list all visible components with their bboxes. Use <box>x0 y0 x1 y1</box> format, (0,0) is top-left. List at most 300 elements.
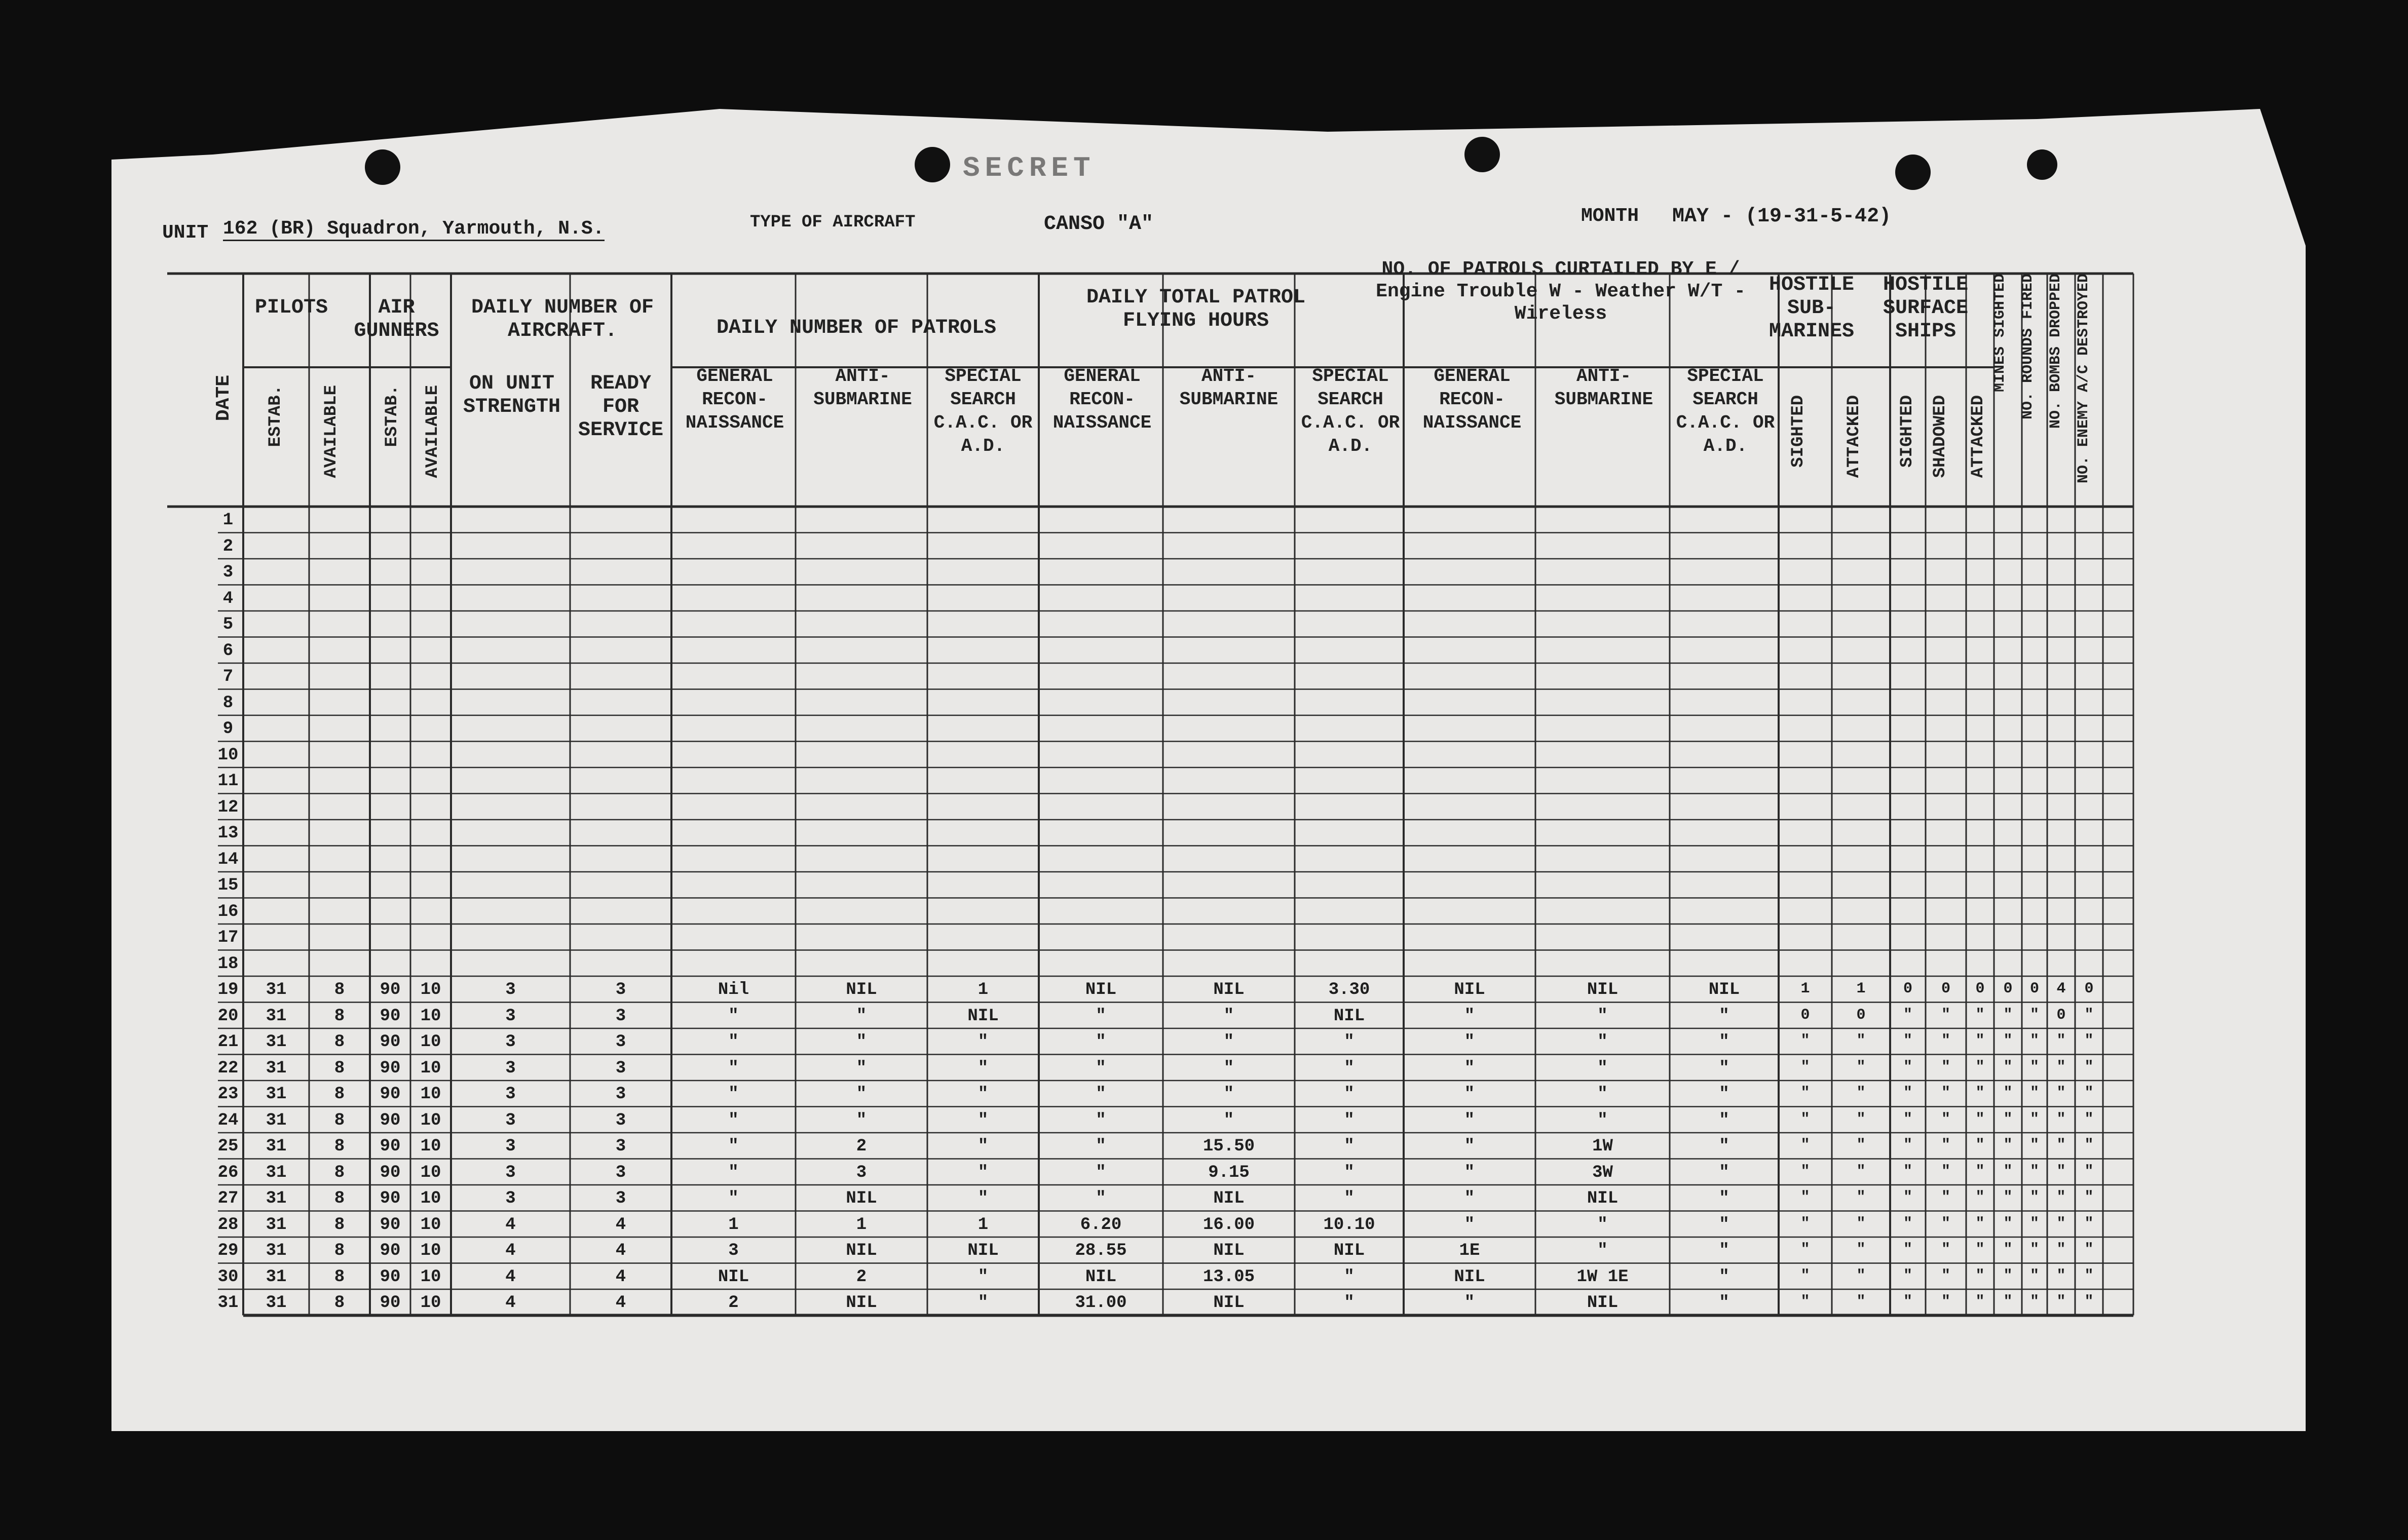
date-cell: 6 <box>222 641 234 661</box>
ships-shadowed-header: SHADOWED <box>1931 395 1950 478</box>
table-cell: " <box>977 1163 989 1182</box>
table-cell: 90 <box>380 1085 401 1104</box>
table-cell: " <box>977 1032 989 1052</box>
table-cell: " <box>1975 1215 1985 1233</box>
table-cell: NIL <box>1587 1189 1619 1208</box>
table-cell: " <box>2056 1215 2066 1233</box>
ships-attacked-header: ATTACKED <box>1969 395 1988 478</box>
table-cell: " <box>2084 1137 2094 1154</box>
table-cell: 90 <box>380 1293 401 1313</box>
table-cell: " <box>1464 1006 1475 1026</box>
table-cell: " <box>2084 1006 2094 1024</box>
table-cell: 31 <box>266 1189 287 1208</box>
hostile-submarines-group-header: HOSTILE SUB-MARINES <box>1769 274 1855 343</box>
date-cell: 30 <box>217 1267 239 1287</box>
table-cell: 0 <box>2084 980 2094 997</box>
table-cell: 3 <box>505 1189 516 1208</box>
table-cell: 31 <box>266 1293 287 1313</box>
table-cell: " <box>2084 1215 2094 1233</box>
table-cell: 3 <box>615 1110 626 1130</box>
table-cell: NIL <box>1587 1293 1619 1313</box>
table-cell: " <box>977 1267 989 1287</box>
table-cell: " <box>1975 1058 1985 1076</box>
table-cell: " <box>2003 1137 2013 1154</box>
table-cell: " <box>856 1085 867 1104</box>
table-cell: 6.20 <box>1080 1215 1122 1235</box>
table-cell: 3 <box>615 1189 626 1208</box>
date-cell: 31 <box>217 1293 239 1313</box>
table-cell: 3 <box>615 1085 626 1104</box>
table-cell: 8 <box>334 1267 345 1287</box>
table-cell: " <box>1975 1163 1985 1180</box>
table-cell: " <box>2029 1058 2040 1076</box>
bombs-dropped-header: NO. BOMBS DROPPED <box>2047 274 2064 429</box>
table-cell: " <box>2003 1032 2013 1050</box>
table-cell: 31 <box>266 1058 287 1078</box>
table-cell: " <box>977 1293 989 1313</box>
table-cell: " <box>1975 1137 1985 1154</box>
table-cell: " <box>1975 1032 1985 1050</box>
table-cell: " <box>1800 1293 1810 1311</box>
subs-sighted-header: SIGHTED <box>1789 395 1808 468</box>
table-cell: " <box>2003 1293 2013 1311</box>
table-cell: NIL <box>846 980 877 999</box>
table-cell: 10 <box>420 1085 441 1104</box>
date-cell: 10 <box>217 745 239 765</box>
table-cell: " <box>1223 1032 1234 1052</box>
table-cell: 10 <box>420 1293 441 1313</box>
table-cell: NIL <box>1587 980 1619 999</box>
table-cell: " <box>856 1032 867 1052</box>
table-cell: 31 <box>266 1137 287 1156</box>
table-cell: 9.15 <box>1208 1163 1250 1182</box>
pilots-estab-header: ESTAB. <box>266 385 285 447</box>
table-cell: 3W <box>1592 1163 1613 1182</box>
table-cell: 0 <box>1941 980 1951 997</box>
table-cell: 31 <box>266 1085 287 1104</box>
table-cell: NIL <box>718 1267 749 1287</box>
table-cell: " <box>2056 1110 2066 1128</box>
table-cell: 31 <box>266 1032 287 1052</box>
table-cell: " <box>1800 1215 1810 1233</box>
table-cell: 1W 1E <box>1576 1267 1629 1287</box>
table-cell: " <box>728 1110 739 1130</box>
date-cell: 3 <box>222 563 234 582</box>
table-cell: " <box>1941 1085 1951 1102</box>
table-cell: 3 <box>856 1163 867 1182</box>
date-cell: 13 <box>217 824 239 843</box>
table-cell: " <box>1800 1137 1810 1154</box>
table-cell: " <box>977 1058 989 1078</box>
table-cell: " <box>1903 1293 1913 1311</box>
table-cell: " <box>728 1032 739 1052</box>
table-cell: 3.30 <box>1328 980 1370 999</box>
table-cell: " <box>1344 1293 1354 1313</box>
table-cell: 8 <box>334 1137 345 1156</box>
table-cell: " <box>1800 1267 1810 1285</box>
date-cell: 17 <box>217 928 239 947</box>
table-cell: " <box>1719 1110 1729 1130</box>
date-cell: 26 <box>217 1163 239 1182</box>
table-cell: 1W <box>1592 1137 1613 1156</box>
curtailed-general-recon-header: GENERAL RECON-NAISSANCE <box>1422 366 1522 433</box>
table-cell: 4 <box>615 1241 626 1260</box>
table-cell: 1 <box>856 1215 867 1235</box>
aircraft-type-label: TYPE OF AIRCRAFT <box>750 213 916 232</box>
table-cell: 4 <box>505 1293 516 1313</box>
table-cell: " <box>1856 1085 1866 1102</box>
table-cell: " <box>1856 1241 1866 1258</box>
table-cell: 10 <box>420 1267 441 1287</box>
table-cell: 10 <box>420 1110 441 1130</box>
table-cell: " <box>2003 1163 2013 1180</box>
table-cell: 3 <box>505 1006 516 1026</box>
table-cell: 4 <box>505 1215 516 1235</box>
table-cell: " <box>1941 1163 1951 1180</box>
table-cell: " <box>1903 1032 1913 1050</box>
table-cell: 1E <box>1459 1241 1480 1260</box>
table-cell: " <box>2003 1189 2013 1206</box>
table-cell: " <box>1800 1085 1810 1102</box>
table-cell: 1 <box>977 1215 989 1235</box>
table-cell: " <box>1856 1215 1866 1233</box>
table-cell: 4 <box>505 1267 516 1287</box>
date-cell: 14 <box>217 850 239 869</box>
mines-sighted-header: MINES SIGHTED <box>1991 274 2009 393</box>
table-cell: " <box>2056 1293 2066 1311</box>
table-cell: 1 <box>1856 980 1866 997</box>
gunners-estab-header: ESTAB. <box>383 385 402 447</box>
table-cell: " <box>1464 1058 1475 1078</box>
table-cell: " <box>1975 1189 1985 1206</box>
table-cell: 4 <box>505 1241 516 1260</box>
table-cell: " <box>1464 1085 1475 1104</box>
pilots-available-header: AVAILABLE <box>322 385 341 478</box>
table-cell: 90 <box>380 1163 401 1182</box>
table-cell: 8 <box>334 1032 345 1052</box>
table-cell: 28.55 <box>1075 1241 1127 1260</box>
table-cell: 0 <box>1975 980 1985 997</box>
table-cell: " <box>1464 1137 1475 1156</box>
date-cell: 22 <box>217 1058 239 1078</box>
table-cell: 31 <box>266 1267 287 1287</box>
hours-general-recon-header: GENERAL RECON-NAISSANCE <box>1052 366 1152 433</box>
patrols-anti-submarine-header: ANTI-SUBMARINE <box>813 366 912 410</box>
table-cell: NIL <box>967 1241 999 1260</box>
table-cell: " <box>1856 1032 1866 1050</box>
table-cell: 31.00 <box>1075 1293 1127 1313</box>
table-cell: " <box>1597 1032 1608 1052</box>
table-cell: " <box>1856 1137 1866 1154</box>
table-cell: " <box>1903 1189 1913 1206</box>
table-cell: " <box>2084 1189 2094 1206</box>
patrols-special-search-header: SPECIAL SEARCH C.A.C. OR A.D. <box>933 366 1033 456</box>
table-cell: 3 <box>505 1163 516 1182</box>
date-cell: 25 <box>217 1137 239 1156</box>
table-cell: " <box>1856 1163 1866 1180</box>
table-cell: " <box>728 1189 739 1208</box>
table-cell: " <box>1223 1085 1234 1104</box>
table-cell: " <box>977 1085 989 1104</box>
table-cell: " <box>1719 1137 1729 1156</box>
table-cell: " <box>2003 1006 2013 1024</box>
table-cell: NIL <box>1213 1189 1245 1208</box>
table-cell: " <box>1941 1189 1951 1206</box>
table-cell: " <box>1344 1110 1354 1130</box>
ships-sighted-header: SIGHTED <box>1898 395 1917 468</box>
table-cell: 13.05 <box>1202 1267 1255 1287</box>
date-cell: 11 <box>217 772 239 791</box>
table-cell: " <box>856 1110 867 1130</box>
hours-anti-submarine-header: ANTI-SUBMARINE <box>1179 366 1278 410</box>
aircraft-type-value: CANSO "A" <box>1044 213 1154 236</box>
table-cell: NIL <box>1454 980 1485 999</box>
table-cell: 8 <box>334 1058 345 1078</box>
table-cell: 90 <box>380 1137 401 1156</box>
table-cell: NIL <box>1454 1267 1485 1287</box>
hostile-surface-ships-group-header: HOSTILE SURFACE SHIPS <box>1883 274 1969 343</box>
date-cell: 27 <box>217 1189 239 1208</box>
table-cell: " <box>1941 1058 1951 1076</box>
table-cell: 90 <box>380 1241 401 1260</box>
table-cell: " <box>2029 1267 2040 1285</box>
table-cell: " <box>2029 1110 2040 1128</box>
table-cell: 10 <box>420 1163 441 1182</box>
table-cell: 8 <box>334 1163 345 1182</box>
table-cell: 31 <box>266 980 287 999</box>
table-cell: 10 <box>420 1215 441 1235</box>
table-cell: " <box>2003 1058 2013 1076</box>
table-cell: " <box>1975 1293 1985 1311</box>
daily-patrols-group-header: DAILY NUMBER OF PATROLS <box>716 317 997 339</box>
table-cell: 3 <box>615 1032 626 1052</box>
table-cell: " <box>1096 1110 1106 1130</box>
table-cell: " <box>1719 1215 1729 1235</box>
table-cell: " <box>977 1189 989 1208</box>
table-cell: 16.00 <box>1202 1215 1255 1235</box>
table-cell: 31 <box>266 1241 287 1260</box>
date-cell: 16 <box>217 902 239 921</box>
date-cell: 28 <box>217 1215 239 1235</box>
table-cell: " <box>1096 1058 1106 1078</box>
table-cell: " <box>1856 1267 1866 1285</box>
date-cell: 15 <box>217 876 239 895</box>
table-cell: " <box>1096 1032 1106 1052</box>
table-cell: " <box>2003 1215 2013 1233</box>
table-cell: NIL <box>1213 1293 1245 1313</box>
table-cell: " <box>2084 1163 2094 1180</box>
table-cell: NIL <box>1085 1267 1117 1287</box>
table-cell: " <box>1941 1032 1951 1050</box>
table-cell: 90 <box>380 1006 401 1026</box>
table-cell: 3 <box>505 1137 516 1156</box>
table-cell: " <box>1800 1189 1810 1206</box>
table-cell: NIL <box>967 1006 999 1026</box>
table-cell: " <box>1223 1110 1234 1130</box>
table-cell: " <box>728 1058 739 1078</box>
table-cell: " <box>1800 1058 1810 1076</box>
table-cell: " <box>1096 1006 1106 1026</box>
table-cell: 3 <box>505 1085 516 1104</box>
table-cell: 31 <box>266 1006 287 1026</box>
curtailed-special-search-header: SPECIAL SEARCH C.A.C. OR A.D. <box>1676 366 1775 456</box>
table-cell: NIL <box>1213 1241 1245 1260</box>
table-cell: " <box>977 1110 989 1130</box>
table-cell: 0 <box>2029 980 2040 997</box>
table-cell: " <box>1941 1006 1951 1024</box>
table-cell: NIL <box>846 1241 877 1260</box>
table-cell: " <box>1903 1110 1913 1128</box>
table-cell: " <box>1344 1058 1354 1078</box>
table-cell: " <box>2084 1058 2094 1076</box>
date-cell: 23 <box>217 1085 239 1104</box>
date-cell: 8 <box>222 693 234 713</box>
table-cell: " <box>1223 1006 1234 1026</box>
curtailed-anti-submarine-header: ANTI-SUBMARINE <box>1554 366 1653 410</box>
table-cell: 90 <box>380 1032 401 1052</box>
table-cell: " <box>1941 1215 1951 1233</box>
table-cell: " <box>2029 1215 2040 1233</box>
table-cell: 10 <box>420 1032 441 1052</box>
hours-special-search-header: SPECIAL SEARCH C.A.C. OR A.D. <box>1301 366 1400 456</box>
table-cell: " <box>1597 1215 1608 1235</box>
month-label: MONTH <box>1581 205 1639 227</box>
table-cell: NIL <box>1708 980 1740 999</box>
table-cell: " <box>1856 1058 1866 1076</box>
table-cell: " <box>1856 1293 1866 1311</box>
table-cell: " <box>1344 1032 1354 1052</box>
table-cell: 8 <box>334 980 345 999</box>
table-cell: 8 <box>334 1189 345 1208</box>
subs-attacked-header: ATTACKED <box>1845 395 1864 478</box>
table-cell: " <box>728 1006 739 1026</box>
table-cell: " <box>1975 1241 1985 1258</box>
date-cell: 1 <box>222 511 234 530</box>
table-cell: " <box>1800 1163 1810 1180</box>
table-cell: " <box>1464 1293 1475 1313</box>
table-cell: " <box>1344 1189 1354 1208</box>
table-cell: 10 <box>420 1189 441 1208</box>
table-cell: " <box>977 1137 989 1156</box>
table-cell: " <box>1856 1110 1866 1128</box>
table-cell: " <box>1464 1163 1475 1182</box>
table-cell: " <box>1719 1006 1729 1026</box>
table-cell: " <box>1464 1032 1475 1052</box>
table-cell: " <box>1903 1137 1913 1154</box>
table-cell: " <box>1941 1241 1951 1258</box>
table-cell: " <box>728 1085 739 1104</box>
table-cell: " <box>1597 1110 1608 1130</box>
gunners-available-header: AVAILABLE <box>423 385 442 478</box>
date-cell: 2 <box>222 536 234 556</box>
date-cell: 12 <box>217 797 239 817</box>
enemy-destroyed-header: NO. ENEMY A/C DESTROYED <box>2075 274 2092 484</box>
table-cell: 2 <box>856 1267 867 1287</box>
table-cell: 0 <box>1800 1006 1810 1024</box>
date-column-header: DATE <box>213 375 235 421</box>
table-cell: " <box>1096 1163 1106 1182</box>
table-cell: NIL <box>1333 1006 1365 1026</box>
table-cell: NIL <box>846 1189 877 1208</box>
table-cell: " <box>1597 1085 1608 1104</box>
table-cell: 8 <box>334 1006 345 1026</box>
table-cell: " <box>2084 1110 2094 1128</box>
table-cell: " <box>1903 1163 1913 1180</box>
table-cell: " <box>1800 1032 1810 1050</box>
table-cell: 8 <box>334 1110 345 1130</box>
table-cell: " <box>1096 1137 1106 1156</box>
table-cell: " <box>1903 1215 1913 1233</box>
table-cell: 1 <box>1800 980 1810 997</box>
table-cell: 31 <box>266 1215 287 1235</box>
pilots-group-header: PILOTS <box>254 296 328 319</box>
date-cell: 18 <box>217 954 239 974</box>
table-cell: " <box>1800 1241 1810 1258</box>
table-cell: 10 <box>420 1241 441 1260</box>
table-cell: " <box>728 1137 739 1156</box>
table-cell: " <box>1975 1110 1985 1128</box>
table-cell: " <box>1223 1058 1234 1078</box>
table-cell: " <box>2029 1032 2040 1050</box>
table-cell: 3 <box>728 1241 739 1260</box>
table-cell: " <box>2029 1163 2040 1180</box>
table-cell: 90 <box>380 1215 401 1235</box>
table-cell: 90 <box>380 1058 401 1078</box>
table-cell: " <box>1344 1137 1354 1156</box>
table-cell: " <box>1597 1241 1608 1260</box>
table-cell: " <box>1941 1137 1951 1154</box>
table-cell: NIL <box>1213 980 1245 999</box>
table-cell: 10 <box>420 1006 441 1026</box>
table-cell: 3 <box>615 1163 626 1182</box>
table-cell: 0 <box>1903 980 1913 997</box>
table-cell: 8 <box>334 1215 345 1235</box>
table-cell: " <box>1719 1189 1729 1208</box>
unit-label: UNIT <box>162 222 209 244</box>
table-cell: " <box>2029 1293 2040 1311</box>
table-cell: " <box>2056 1267 2066 1285</box>
table-cell: 2 <box>856 1137 867 1156</box>
table-cell: " <box>1344 1267 1354 1287</box>
table-cell: 90 <box>380 1189 401 1208</box>
table-cell: 4 <box>615 1267 626 1287</box>
month-value: MAY - (19-31-5-42) <box>1672 205 1892 228</box>
date-cell: 9 <box>222 719 234 739</box>
table-cell: 0 <box>2003 980 2013 997</box>
table-cell: NIL <box>1333 1241 1365 1260</box>
on-unit-strength-header: ON UNIT STRENGTH <box>463 372 561 418</box>
table-cell: Nil <box>718 980 749 999</box>
table-cell: 3 <box>615 1006 626 1026</box>
table-cell: " <box>1464 1215 1475 1235</box>
table-cell: " <box>1344 1085 1354 1104</box>
table-cell: 90 <box>380 1267 401 1287</box>
classification-stamp: SECRET <box>963 152 1096 184</box>
table-cell: 10 <box>420 980 441 999</box>
table-cell: NIL <box>1085 980 1117 999</box>
table-cell: " <box>2056 1189 2066 1206</box>
table-cell: 1 <box>728 1215 739 1235</box>
table-cell: 8 <box>334 1293 345 1313</box>
table-cell: " <box>1975 1267 1985 1285</box>
table-cell: 90 <box>380 980 401 999</box>
table-cell: 10 <box>420 1137 441 1156</box>
table-cell: " <box>2084 1293 2094 1311</box>
date-cell: 21 <box>217 1032 239 1052</box>
table-cell: " <box>1719 1293 1729 1313</box>
table-cell: " <box>2056 1085 2066 1102</box>
ready-for-service-header: READY FOR SERVICE <box>578 372 664 442</box>
